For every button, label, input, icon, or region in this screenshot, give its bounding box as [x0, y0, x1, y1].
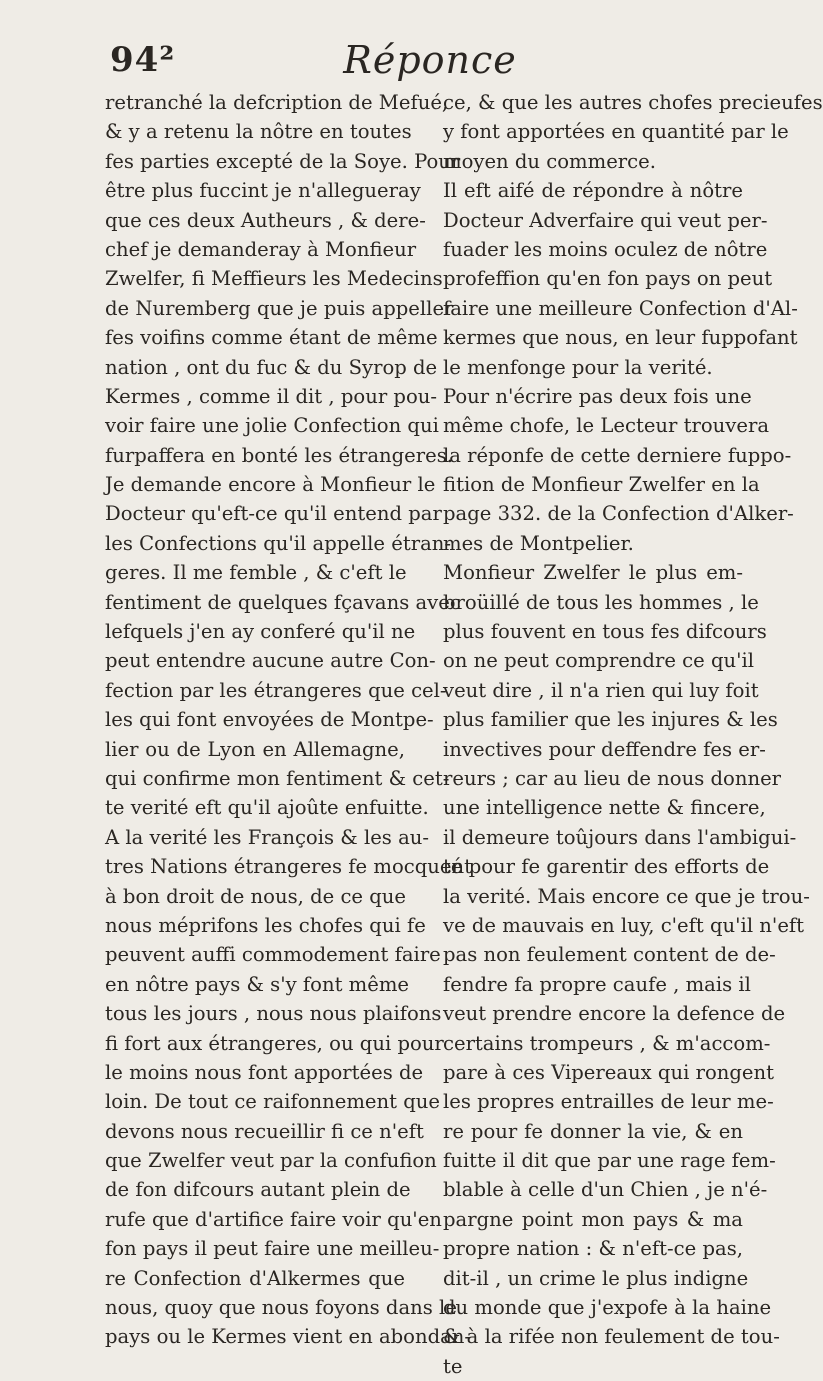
- text-line: furpaffera en bonté les étrangeres.: [105, 443, 454, 467]
- text-line: Kermes , comme il dit , pour pou-: [105, 384, 438, 408]
- text-line: fition de Monfieur Zwelfer en la: [443, 473, 760, 497]
- text-line: re Confection d'Alkermes que: [105, 1266, 405, 1290]
- text-line: tous les jours , nous nous plaifons: [105, 1002, 442, 1026]
- text-line: Monfieur Zwelfer le plus em-: [443, 561, 743, 585]
- text-line: ve de mauvais en luy, c'eft qu'il n'eft: [443, 913, 805, 937]
- text-line: reurs ; car au lieu de nous donner: [443, 766, 782, 790]
- text-line: blable à celle d'un Chien , je n'é-: [443, 1178, 768, 1202]
- text-line: fentiment de quelques fçavans avec: [105, 590, 461, 614]
- text-line: broüillé de tous les hommes , le: [443, 590, 759, 614]
- text-line: à bon droit de nous, de ce que: [105, 884, 407, 908]
- text-line: faire une meilleure Confection d'Al-: [443, 296, 798, 320]
- text-line: kermes que nous, en leur fuppofant: [443, 326, 798, 350]
- text-line: & y a retenu la nôtre en toutes: [105, 120, 412, 144]
- text-line: la verité. Mais encore ce que je trou-: [443, 884, 810, 908]
- page-header: [110, 34, 750, 88]
- running-head: Réponce: [343, 38, 517, 82]
- text-line: nous, quoy que nous foyons dans le: [105, 1296, 457, 1320]
- text-line: te verité eft qu'il ajoûte enfuitte.: [105, 796, 429, 820]
- text-line: il demeure toûjours dans l'ambigui-: [443, 825, 797, 849]
- text-line: le menfonge pour la verité.: [443, 355, 713, 379]
- text-line: on ne peut comprendre ce qu'il: [443, 649, 755, 673]
- catchword: te: [443, 1354, 463, 1378]
- text-line: rufe que d'artifice faire voir qu'en: [105, 1207, 442, 1231]
- text-line: té pour fe garentir des efforts de: [443, 855, 770, 879]
- text-line: retranché la defcription de Mefué,: [105, 91, 449, 114]
- text-line: mes de Montpelier.: [443, 531, 634, 555]
- text-line: le moins nous font apportées de: [105, 1060, 424, 1084]
- text-line: de fon difcours autant plein de: [105, 1178, 411, 1202]
- text-line: dit-il , un crime le plus indigne: [443, 1266, 749, 1290]
- text-line: ce, & que les autres chofes precieufes: [443, 91, 823, 114]
- text-line: fuader les moins oculez de nôtre: [443, 237, 768, 261]
- text-line: voir faire une jolie Confection qui: [105, 414, 439, 438]
- text-line: fuitte il dit que par une rage fem-: [443, 1149, 776, 1173]
- text-line: les Confections qu'il appelle étran-: [105, 531, 451, 555]
- text-line: chef je demanderay à Monfieur: [105, 237, 417, 261]
- text-line: plus fouvent en tous fes difcours: [443, 620, 767, 644]
- text-line: Il eft aifé de répondre à nôtre: [443, 179, 743, 203]
- text-line: pare à ces Vipereaux qui rongent: [443, 1060, 774, 1084]
- text-line: la réponfe de cette derniere fuppo-: [443, 443, 792, 467]
- text-line: fection par les étrangeres que cel-: [105, 678, 447, 702]
- text-line: A la verité les François & les au-: [105, 825, 430, 849]
- text-line: veut prendre encore la defence de: [443, 1002, 786, 1026]
- text-line: veut dire , il n'a rien qui luy foit: [443, 678, 759, 702]
- text-line: propre nation : & n'eft-ce pas,: [443, 1237, 743, 1261]
- text-line: geres. Il me femble , & c'eft le: [105, 561, 407, 585]
- text-line: pays ou le Kermes vient en abondan-: [105, 1325, 472, 1349]
- text-line: peuvent auffi commodement faire: [105, 943, 441, 967]
- text-line: fendre fa propre caufe , mais il: [443, 972, 751, 996]
- text-line: invectives pour deffendre fes er-: [443, 737, 766, 761]
- text-line: devons nous recueillir fi ce n'eft: [105, 1119, 424, 1143]
- text-line: fi fort aux étrangeres, ou qui pour: [105, 1031, 444, 1055]
- text-line: en nôtre pays & s'y font même: [105, 972, 410, 996]
- text-line: nation , ont du fuc & du Syrop de: [105, 355, 438, 379]
- text-line: Docteur qu'eft-ce qu'il entend par: [105, 502, 442, 526]
- text-line: pargne point mon pays & ma: [443, 1207, 743, 1231]
- text-line: Pour n'écrire pas deux fois une: [443, 384, 752, 408]
- text-line: tres Nations étrangeres fe mocquent: [105, 855, 472, 879]
- text-line: Zwelfer, fi Meffieurs les Medecins: [105, 267, 443, 291]
- text-line: être plus fuccint je n'allegueray: [105, 179, 421, 203]
- text-line: y font apportées en quantité par le: [443, 120, 789, 144]
- page-number: 94²: [110, 40, 176, 80]
- text-line: pas non feulement content de de-: [443, 943, 776, 967]
- text-line: re pour fe donner la vie, & en: [443, 1119, 743, 1143]
- text-line: fes voifins comme étant de même: [105, 326, 438, 350]
- text-line: du monde que j'expofe à la haine: [443, 1296, 772, 1320]
- text-line: une intelligence nette & fincere,: [443, 796, 766, 820]
- text-line: lefquels j'en ay conferé qu'il ne: [105, 620, 416, 644]
- text-line: même chofe, le Lecteur trouvera: [443, 414, 769, 438]
- text-line: moyen du commerce.: [443, 149, 656, 173]
- text-line: les qui font envoyées de Montpe-: [105, 708, 434, 732]
- text-line: nous méprifons les chofes qui fe: [105, 913, 426, 937]
- text-line: fes parties excepté de la Soye. Pour: [105, 149, 461, 173]
- text-line: plus familier que les injures & les: [443, 708, 778, 732]
- right-text-column: [443, 88, 823, 1381]
- text-line: fon pays il peut faire une meilleu-: [105, 1237, 440, 1261]
- text-line: Je demande encore à Monfieur le: [105, 473, 436, 497]
- text-line: Docteur Adverfaire qui veut per-: [443, 208, 768, 232]
- text-line: que Zwelfer veut par la confufion: [105, 1149, 437, 1173]
- text-line: profeffion qu'en fon pays on peut: [443, 267, 773, 291]
- text-line: que ces deux Autheurs , & dere-: [105, 208, 426, 232]
- text-line: & à la rifée non feulement de tou-: [443, 1325, 780, 1349]
- text-line: qui confirme mon fentiment & cet-: [105, 766, 450, 790]
- text-line: peut entendre aucune autre Con-: [105, 649, 436, 673]
- text-line: certains trompeurs , & m'accom-: [443, 1031, 771, 1055]
- text-line: lier ou de Lyon en Allemagne,: [105, 737, 405, 761]
- left-text-column: [105, 88, 472, 1352]
- text-line: page 332. de la Confection d'Alker-: [443, 502, 794, 526]
- text-line: de Nuremberg que je puis appeller: [105, 296, 454, 320]
- text-line: les propres entrailles de leur me-: [443, 1090, 774, 1114]
- text-line: loin. De tout ce raifonnement que: [105, 1090, 440, 1114]
